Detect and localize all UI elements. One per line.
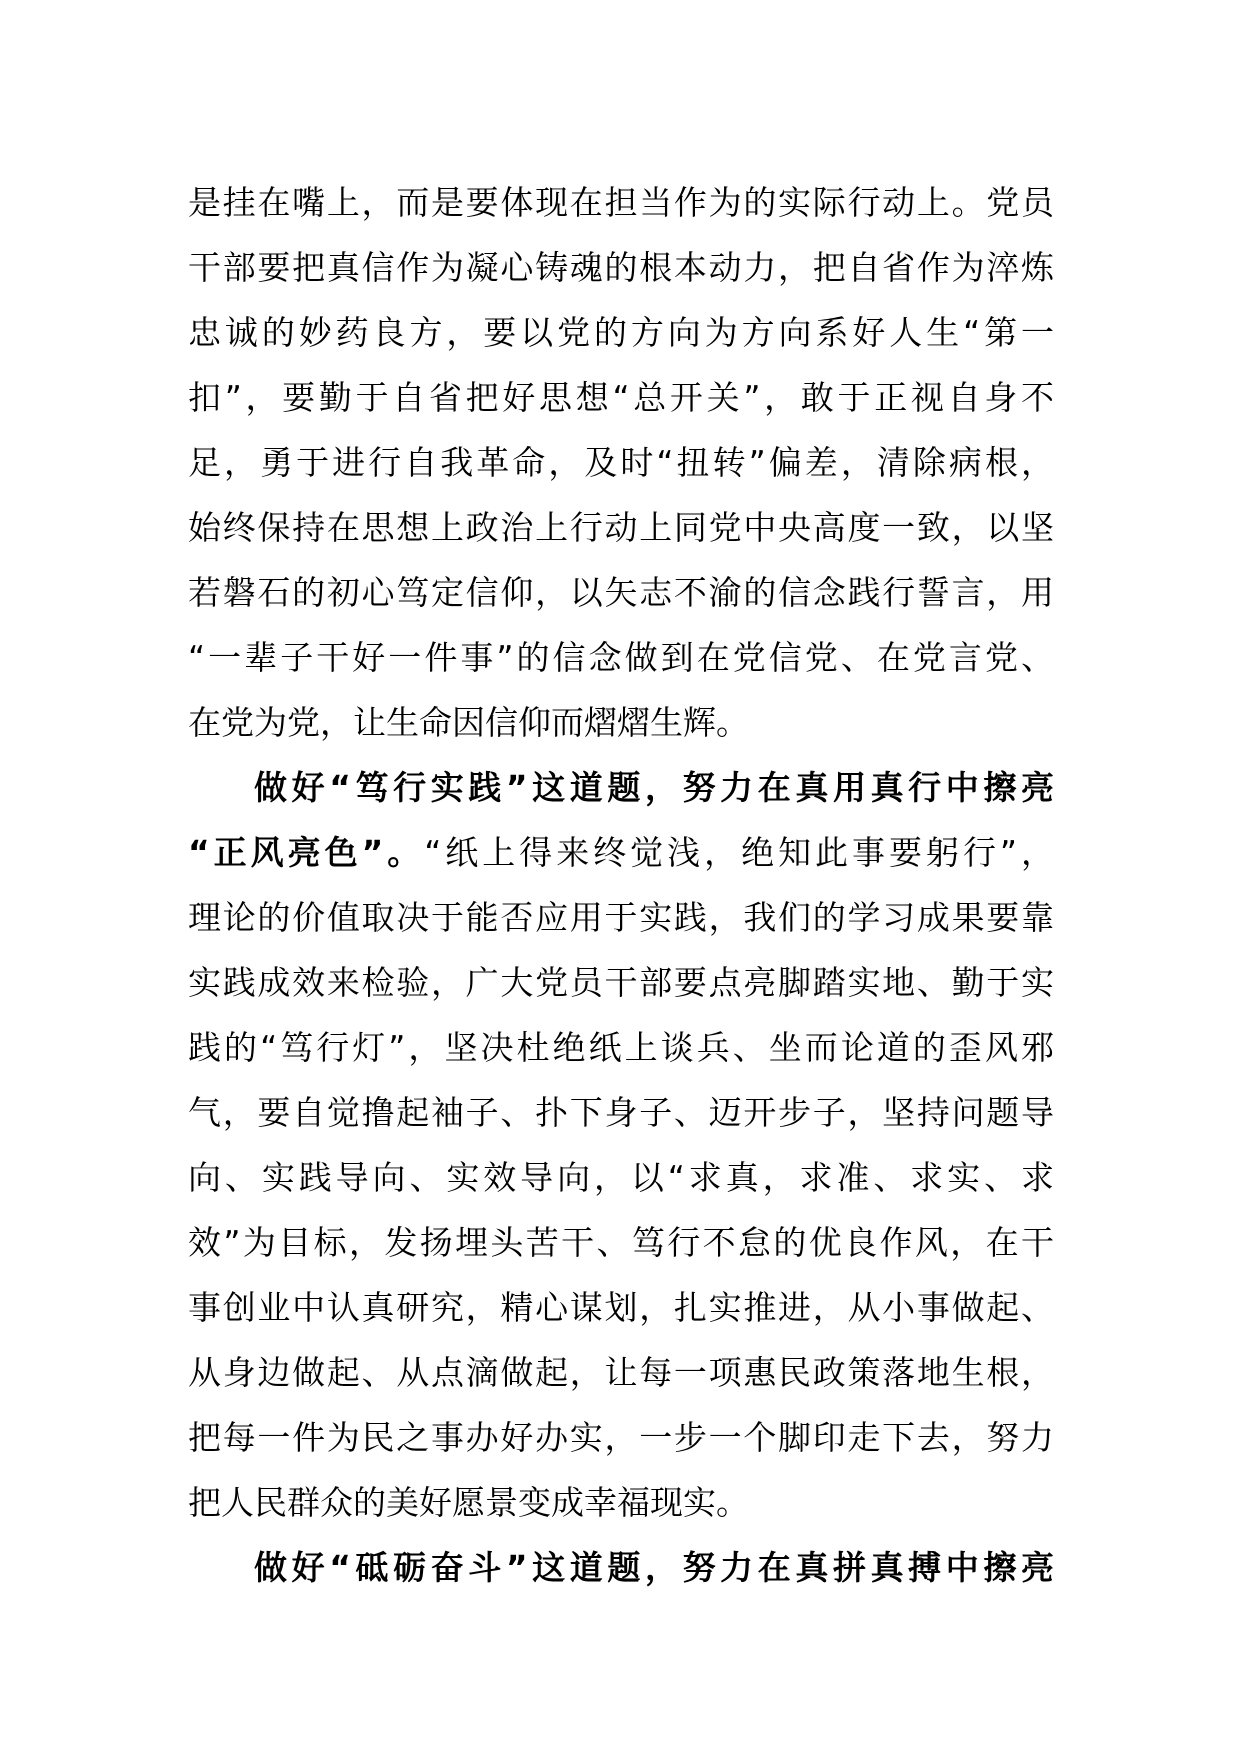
text-line: 在党为党，让生命因信仰而熠熠生辉。 xyxy=(188,703,749,742)
section-heading-continued: “正风亮色”。 xyxy=(188,833,425,872)
text-line: 从身边做起、从点滴做起，让每一项惠民政策落地生根， xyxy=(188,1353,1054,1392)
text-line: 效”为目标，发扬埋头苦干、笃行不怠的优良作风，在干 xyxy=(188,1223,1054,1262)
text-line: 向、实践导向、实效导向，以“求真，求准、求实、求 xyxy=(188,1158,1054,1197)
section-heading: 做好“笃行实践”这道题，努力在真用真行中擦亮 xyxy=(254,768,1054,807)
text-line: 是挂在嘴上，而是要体现在担当作为的实际行动上。党员 xyxy=(188,183,1054,222)
body-text: “纸上得来终觉浅，绝知此事要躬行”， xyxy=(424,833,1054,872)
section-heading: 做好“砥砺奋斗”这道题，努力在真拼真搏中擦亮 xyxy=(254,1548,1054,1587)
text-line: 若磐石的初心笃定信仰，以矢志不渝的信念践行誓言，用 xyxy=(188,573,1054,612)
text-line-mixed xyxy=(188,820,1054,885)
paragraph-1 xyxy=(188,170,1054,755)
text-line: 扣”，要勤于自省把好思想“总开关”，敢于正视自身不 xyxy=(188,378,1054,417)
text-line: 忠诚的妙药良方，要以党的方向为方向系好人生“第一 xyxy=(188,313,1054,352)
paragraph-2 xyxy=(188,755,1054,1535)
text-line: 干部要把真信作为凝心铸魂的根本动力，把自省作为淬炼 xyxy=(188,248,1054,287)
paragraph-3 xyxy=(188,1535,1054,1600)
text-line: 把每一件为民之事办好办实，一步一个脚印走下去，努力 xyxy=(188,1418,1054,1457)
text-line: 气，要自觉撸起袖子、扑下身子、迈开步子，坚持问题导 xyxy=(188,1093,1054,1132)
text-line: 践的“笃行灯”，坚决杜绝纸上谈兵、坐而论道的歪风邪 xyxy=(188,1028,1054,1067)
document-body xyxy=(188,170,1054,1600)
text-line: 始终保持在思想上政治上行动上同党中央高度一致，以坚 xyxy=(188,508,1054,547)
text-line: 理论的价值取决于能否应用于实践，我们的学习成果要靠 xyxy=(188,898,1054,937)
text-line: 足，勇于进行自我革命，及时“扭转”偏差，清除病根， xyxy=(188,443,1054,482)
text-line: “一辈子干好一件事”的信念做到在党信党、在党言党、 xyxy=(188,638,1054,677)
text-line: 事创业中认真研究，精心谋划，扎实推进，从小事做起、 xyxy=(188,1288,1054,1327)
text-line: 实践成效来检验，广大党员干部要点亮脚踏实地、勤于实 xyxy=(188,963,1054,1002)
text-line: 把人民群众的美好愿景变成幸福现实。 xyxy=(188,1483,749,1522)
